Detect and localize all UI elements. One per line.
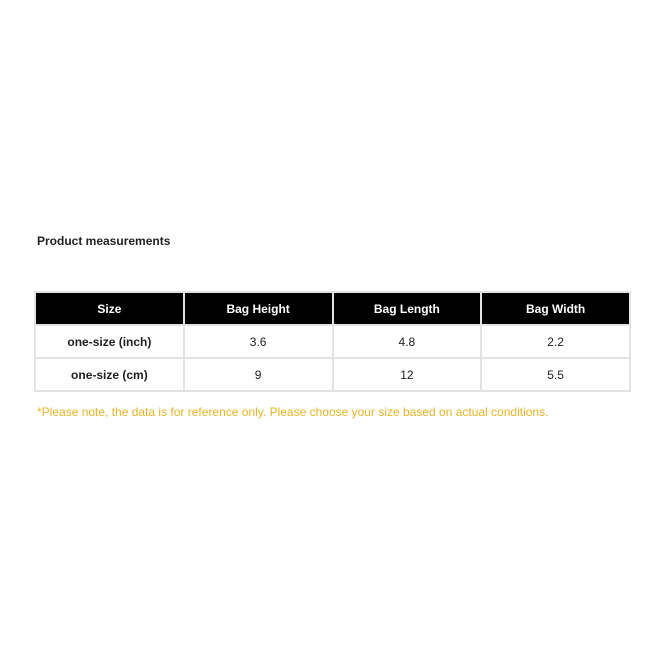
table-row xyxy=(36,326,629,357)
table-row xyxy=(36,359,629,390)
header-bag-length: Bag Length xyxy=(334,293,481,324)
header-bag-width: Bag Width xyxy=(482,293,629,324)
cell-bag-width-inch: 2.2 xyxy=(482,326,629,357)
header-size: Size xyxy=(36,293,183,324)
measurements-table xyxy=(34,291,631,392)
cell-bag-height-inch: 3.6 xyxy=(185,326,332,357)
cell-bag-length-cm: 12 xyxy=(334,359,481,390)
table-header-row xyxy=(36,293,629,324)
row-label-inch: one-size (inch) xyxy=(36,326,183,357)
cell-bag-width-cm: 5.5 xyxy=(482,359,629,390)
header-bag-height: Bag Height xyxy=(185,293,332,324)
row-label-cm: one-size (cm) xyxy=(36,359,183,390)
page-title: Product measurements xyxy=(37,234,171,248)
cell-bag-height-cm: 9 xyxy=(185,359,332,390)
cell-bag-length-inch: 4.8 xyxy=(334,326,481,357)
reference-note: *Please note, the data is for reference only. Please choose your size based on actual conditions. xyxy=(37,405,549,419)
